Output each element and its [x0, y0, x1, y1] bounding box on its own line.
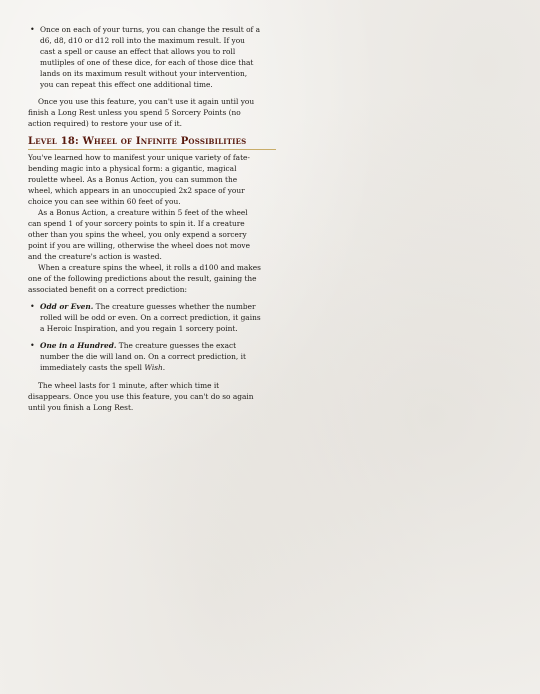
bullet-icon: • — [30, 25, 35, 34]
closing-paragraph: The wheel lasts for 1 minute, after which time it disappears. Once you use this feature, you can't do so again until you finish a Long Rest. — [28, 381, 254, 412]
section-paragraph-2: As a Bonus Action, a creature within 5 feet of the wheel can spend 1 of your sorcery points to spin it. If a creature other than you spins the wheel, you only expend a sorcery point if you are willing, otherwise the wheel does not move and the creature's action is wasted. — [28, 208, 250, 261]
intro-paragraph: Once you use this feature, you can't use it again until you finish a Long Rest unless you spend 5 Sorcery Points (no action required) to restore your use of it. — [28, 97, 255, 128]
list-item: • Odd or Even. The creature guesses whether the number rolled will be odd or even. On a correct prediction, it gains a Heroic Inspiration, and you regain 1 sorcery point. — [30, 302, 261, 333]
prediction-title: Odd or Even. — [40, 302, 94, 311]
section-paragraph-3: When a creature spins the wheel, it rolls a d100 and makes one of the following predictions about the result, gaining the associated benefit on a correct prediction: — [28, 263, 261, 294]
bullet-line: d6, d8, d10 or d12 roll into the maximum result. If you — [40, 36, 245, 45]
bullet-line: Once on each of your turns, you can change the result of a — [40, 25, 261, 34]
bullet-line: you can repeat this effect one additional time. — [40, 80, 213, 89]
bullet-icon: • — [30, 341, 35, 350]
document-page — [28, 24, 276, 413]
list-item: • One in a Hundred. The creature guesses the exact number the die will land on. On a correct prediction, it immediately casts the spell Wish. — [30, 341, 246, 372]
top-bullet-list — [28, 24, 276, 90]
prediction-title: One in a Hundred. — [40, 341, 117, 350]
prediction-list — [28, 301, 276, 373]
bullet-line: cast a spell or cause an effect that allows you to roll — [40, 47, 236, 56]
spell-name: Wish — [144, 363, 163, 372]
section-heading: Level 18: Wheel of Infinite Possibilities — [28, 136, 276, 150]
list-item — [28, 24, 276, 90]
section-paragraph-1: You've learned how to manifest your unique variety of fate- bending magic into a physical form: a gigantic, magical roulette wheel. As a Bonus Action, you can summon the wheel, which appears in an unoccupied 2x2 space of your choice you can see within 60 feet of you. — [28, 153, 250, 206]
bullet-icon: • — [30, 302, 35, 311]
bullet-line: mutliples of one of these dice, for each of those dice that — [40, 58, 254, 67]
bullet-line: lands on its maximum result without your intervention, — [40, 69, 248, 78]
